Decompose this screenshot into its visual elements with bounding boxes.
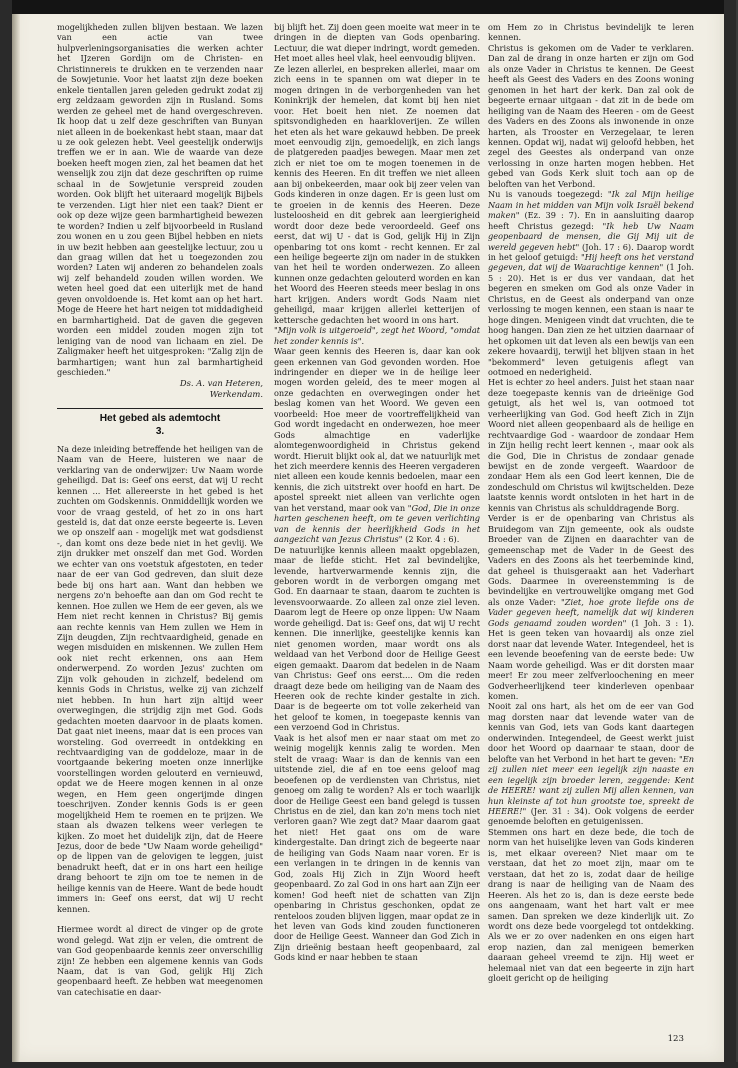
- paragraph: [274, 346, 480, 545]
- left-column: [57, 22, 263, 1022]
- paragraph: Ze lezen allerlei, en bespreken allerlei, maar om zich eens in te spannen om wat dieper in te mogen dringen in de verborgenheden van het Koninkrijk der hemelen, dat komt bij hen niet voor. Het boeit hen niet. Ze noemen dat spitsvondigheden en haarkloverijen. Ze willen het eten als het ware gekauwd hebben. De preek moet eenvoudig zijn, gemoedelijk, en zich langs de platgereden paadjes bewegen. Maar men zet zich er niet toe om te mogen toenemen in de kennis des Heeren. En dit treffen we niet alleen aan bij onbekeerden, maar ook bij zeer velen van Gods kinderen in onze dagen. Er is geen lust om te groeien in de kennis des Heeren. Deze lusteloosheid en dit gebrek aan leergierigheid wordt door deze bede veroordeeld. Geef ons eerst, dat wij U - dat is God, gelijk Hij in Zijn openbaring tot ons komt - recht kennen. Er zal een heilige begeerte zijn om nader in de stukken van het heil te worden onderwezen. Zo alleen kunnen onze gedachten gelouterd worden en kan het Woord des Heeren steeds meer beslag in ons hart krijgen. Anders wordt Gods Naam niet geheiligd, maar krijgen allerlei ketterijen of kettersche gedachten het woord in ons hart.: [274, 63, 480, 325]
- paragraph: [488, 513, 694, 701]
- article-title: Het gebed als ademtocht: [99, 413, 221, 425]
- page-binding-edge: [12, 14, 20, 1062]
- section-divider: [57, 408, 263, 409]
- right-column: [488, 22, 694, 1022]
- author-name: Ds. A. van Heteren,: [179, 378, 263, 389]
- paragraph: [488, 189, 694, 377]
- magazine-page: [12, 0, 724, 1062]
- paragraph: Christus is gekomen om de Vader te verklaren. Dan zal de drang in onze harten er zijn om God als onze Vader in Christus te kennen. De Geest heeft als Geest des Vaders en des Zoons woning genomen in het hart der kerk. Dan zal ook de begeerte ernaar uitgaan - dat zit in de bede om heiliging van de Naam des Heeren - om de Geest des Vaders en des Zoons als inwonende in onze harten, als Trooster en Verzegelaar, te leren kennen. Opdat wij, nadat wij geloofd hebben, het zegel des Geestes als onderpand van onze verlossing in onze harten mogen hebben. Het gebed van Gods Kerk sluit toch aan op de beloften van het Verbond.: [488, 42, 694, 189]
- middle-column: [274, 22, 480, 1022]
- quote-text: "Ziet, hoe grote liefde ons de Vader gegeven heeft, namelijk dat wij kinderen Gods genaamd zouden worden": [488, 596, 694, 628]
- quote-text: "Ik zal Mijn heilige Naam in het midden van Mijn volk Israël bekend maken": [488, 189, 694, 221]
- paragraph: Het is echter zo heel anders. Juist het staan naar deze toegepaste kennis van de drieënige God getuigt, als het wel is, van ootmoed tot verheerlijking van God. God heeft Zich in Zijn Woord niet alleen geopenbaard als de heilige en rechtvaardige God - waardoor de zondaar Hem in Zijn heilig recht leert kennen -, maar ook als die God, Die in Christus de zondaar genade bewijst en de zonde vergeeft. Waardoor de zondaar Hem als een God leert kennen, Die de zondeschuld om Christus wil kwijtschelden. Deze laatste kennis wordt ontsloten in het hart in de kennis van Christus als schulddragende Borg.: [488, 377, 694, 513]
- paragraph-text: (Jer. 31 : 34). Ook volgens de eerder genoemde beloften en getuigenissen.: [488, 805, 694, 827]
- paragraph: De natuurlijke kennis alleen maakt opgeblazen, maar de liefde sticht. Het zal bevindelijke, levende, hartverwarmende kennis zijn, die geboren wordt in de verborgen omgang met God. En daarnaar te staan, daarom te zuchten is levensvoorwaarde. Zo alleen zal onze ziel leven. Daarom legt de Heere op onze lippen: Uw Naam worde geheiligd. Dat is: Geef ons, dat wij U recht kennen. Die innerlijke, geestelijke kennis kan niet genomen worden, maar wordt ons als weldaad van het Verbond door de Heilige Geest eigen gemaakt. Daarom dat bedelen in de Naam van Christus: Geef ons eerst.... Om die reden draagt deze bede om heiliging van de Naam des Heeren ook de rechte kinder gestalte in zich. Daar is de begeerte om tot volle zekerheid van het geloof te komen, in toegepaste kennis van een verzoend God in Christus.: [274, 544, 480, 733]
- paragraph-text: Waar geen kennis des Heeren is, daar kan ook geen erkennen van God gevonden worden. Hoe indringender en dieper we in de heilige leer mogen worden geleid, des te meer mogen al onze gedachten en overwegingen onder het beslag komen van het Woord. We geven een voorbeeld: Hoe meer de voortreffelijkheid van God wordt ingedacht en onderwezen, hoe meer Gods almachtige en vaderlijke alomtegenwoordigheid in Christus gekend wordt. Hieruit blijkt ook al, dat we natuurlijk met het zich meerdere kennis des Heeren vergaderen niet alleen een koude kennis bedoelen, maar een kennis, die zich uitstrekt over hoofd en hart. De apostel spreekt niet alleen van verlichte ogen van het verstand, maar ook van: [274, 346, 480, 513]
- scripture-reference: (Ez. 39 : 7). En in aansluiting daarop heeft Christus gezegd:: [488, 210, 694, 231]
- paragraph: [488, 701, 694, 826]
- paragraph: Stemmen ons hart en deze bede, die toch de norm van het huiselijke leven van Gods kinderen is, met elkaar overeen? Niet maar om te verstaan, dat het zo moet zijn, maar om te verstaan, dat het zo is, zodat daar de heilige drang is naar de heiliging van de Naam des Heeren. Als het zo is, dan is deze eerste bede ons aangenaam, want het hart valt er mee samen. Dan spreken we deze kinderlijk uit. Zo wordt ons deze bede voorgelegd tot ontdekking. Als we er zo over nadenken en ons eigen hart erop nazien, dan zal menigeen bemerken daaraan geheel vreemd te zijn. Hij weet er helemaal niet van dat een begeerte in zijn hart gloeit gericht op de heiliging: [488, 826, 694, 984]
- paragraph: bij blijft het. Zij doen geen moeite wat meer in te dringen in de diepten van Gods openbaring. Lectuur, die wat dieper indringt, wordt gemeden. Het moet alles heel vlak, heel eenvoudig blijven.: [274, 22, 480, 64]
- page-number: 123: [667, 1034, 684, 1044]
- quote-text: "God, Die in onze harten geschenen heeft, om te geven verlichting van de kennis der heerlijkheid Gods in het aangezicht van Jezus Christus": [274, 502, 480, 545]
- scripture-reference: (Joh. 17 : 6). Daarop wordt in het geloof getuigd:: [488, 241, 694, 262]
- article-part-number: 3.: [155, 425, 165, 437]
- paragraph: om Hem zo in Christus bevindelijk te leren kennen.: [488, 22, 694, 43]
- scripture-reference: (2 Kor. 4 : 6).: [405, 534, 460, 545]
- paragraph-text: (1 Joh. 5 : 20). Het is er dus ver vandaan, dat het begeren en smeken om God als onze Vader in Christus, en de Geest als onderpand van onze verlossing te mogen kennen, een staan is naar te hoge dingen. Menigeen vindt dat vruchten, die te hoog hangen. Dan zien ze het uitzien daarnaar of het opkomen uit dat leven als een bewijs van een zekere hovaardij, terwijl het blijven staan in het "bekommerd" leven getuigenis aflegt van ootmoed en nederigheid.: [488, 262, 694, 377]
- author-place: Werkendam.: [209, 389, 263, 400]
- paragraph: Hiermee wordt al direct de vinger op de grote wond gelegd. Wat zijn er velen, die omtrent de van God geopenbaarde kennis zeer onverschillig zijn! Ze hebben een algemene kennis van Gods Naam, dat is van God, gelijk Hij Zich geopenbaard heeft. Ze hebben wat meegenomen van catechisatie en daar-: [57, 924, 263, 997]
- scan-top-border: [12, 0, 724, 14]
- paragraph-text: Nu is vanouds toegezegd:: [488, 189, 603, 200]
- quote-text: "Hij heeft ons het verstand gegeven, dat wij de Waarachtige kennen": [488, 251, 694, 273]
- paragraph-text: Verder is er de openbaring van Christus als Bruidegom van Zijn gemeente, ook als oudste Broeder van de Zijnen en daarachter van de gemeenschap met de Vader in de Geest des Vaders en des Zoons als het teerbeminde kind, dat geheel is thuisgeraakt aan het Vaderhart Gods. Daarmee in overeenstemming is de bevindelijke en vertrouwelijke omgang met God als onze Vader:: [488, 513, 694, 607]
- paragraph: Na deze inleiding betreffende het heiligen van de Naam van de Heere, luisteren we naar de verklaring van de onderwijzer: Uw Naam worde geheiligd. Dat is: Geef ons eerst, dat wij U recht kennen ... Het allereerste in het gebed is het zuchten om Godskennis. Onmiddellijk worden we voor de vraag gesteld, of het zo in ons hart gesteld is, dat dat onze eerste begeerte is. Leven we op onszelf aan - mogelijk met wat godsdienst -, dan komt ons deze bede niet in het gevlij. We zijn drukker met onszelf dan met God. Worden we echter van ons voetstuk afgestoten, en teder naar de eer van God gedreven, dan sluit deze bede bij ons hart aan. Want dan hebben we nergens zo'n behoefte aan dan om God recht te kennen. Hoe zullen we Hem de eer geven, als we Hem niet recht kennen in Christus? Bij gemis aan rechte kennis van Hem zullen we Hem in Zijn deugden, Zijn rechtvaardigheid, genade en wegen misduiden en miskennen. We zullen Hem ook niet recht erkennen, ons aan Hem onderwerpend. Zo worden Jezus' zuchten om Zijn volk gehouden in zichzelf, bedelend om kennis Gods in Christus, welke zij van zichzelf niet hebben. In hun hart zijn altijd weer overwegingen, die strijdig zijn met God. Gods gedachten moeten daarvoor in de plaats komen. Dat gaat niet ineens, maar dat is een proces van worsteling. God overreedt in ontdekking en rechtvaardiging van de goddeloze, maar in de voortgaande bekering moeten onze innerlijke voorstellingen worden gelouterd en vernieuwd, opdat we de Heere mogen kennen in al onze wegen, en Hem geen ongerijmde dingen toeschrijven. Zonder kennis Gods is er geen mogelijkheid Hem te roemen en te prijzen. We staan als dwazen telkens weer verlegen te kijken. Zo moet het duidelijk zijn, dat de Heere Jezus, door de bede "Uw Naam worde geheiligd" op de lippen van de gelovigen te leggen, juist benadrukt heeft, dat er in ons hart een heilige drang behoort te zijn om toe te nemen in de heilige kennis van de Heere. Want de bede houdt immers in: Geef ons eerst, dat wij U recht kennen.: [57, 443, 263, 914]
- previous-article-continuation: mogelijkheden zullen blijven bestaan. We lazen van een actie van twee hulpverleningsorganisaties die werken achter het IJzeren Gordijn om de Christen- en Christinnereis te drukken en te verzenden naar de Sowjetunie. Voor het laatst zijn deze boeken enkele tientallen jaren geleden gedrukt zodat zij erg zeldzaam geworden zijn in Rusland. Soms werden ze geheel met de hand overgeschreven. Ik hoop dat u zelf deze geschriften van Bunyan niet alleen in de boekenkast hebt staan, maar dat u ze ook gelezen hebt. Veel geestelijk onderwijs treffen we er in aan. Wie de waarde van deze boeken heeft mogen zien, zal het beamen dat het wenselijk zou zijn dat deze geschriften op ruime schaal in de Sowjetunie verspreid zouden worden. Ook blijft het uiteraard mogelijk Bijbels te verzenden. Ligt hier niet een taak? Dient er ook op deze wijze geen barmhartigheid bewezen te worden? Indien u zelf bijvoorbeeld in Rusland zou wonen en u zou geen Bijbel hebben en niets in uw bezit hebben aan geestelijke lectuur, zou u dan graag willen dat het u toegezonden zou worden? Laten wij anderen zo behandelen zoals wij zelf behandeld zouden willen worden. We weten heel goed dat een uiterlijk met de hand geven onvoldoende is. Het komt aan op het hart. Moge de Heere het hart neigen tot middadigheid en barmhartigheid. Dat de gaven die gegeven worden een middel zouden mogen zijn tot leniging van de nood van lichaam en ziel. De Zaligmaker heeft het uitgesproken: "Zalig zijn de barmhartigen; want hun zal barmhartigheid geschieden.": [57, 22, 263, 377]
- quote-text: "Mijn volk is uitgeroeid", zegt het Woord, "omdat het zonder kennis is".: [274, 325, 480, 346]
- quote-text: "En zij zullen niet meer een iegelijk zijn naaste en een iegelijk zijn broeder leren, zeggende: Kent de HEERE! want zij zullen Mij allen kennen, van hun kleinste af tot hun grootste toe, spreekt de HEERE!": [488, 753, 694, 816]
- author-signature: [57, 378, 263, 400]
- paragraph-text: Nooit zal ons hart, als het om de eer van God mag dorsten naar dat levende water van de kennis van God, iets van Gods kant daartegen onderwinden. Integendeel, de Geest werkt juist door het Woord op daarnaar te staan, door de belofte van het Verbond in het hart te geven:: [488, 701, 694, 764]
- quote-text: "Ik heb Uw Naam geopenbaard de mensen, die Gij Mij uit de wereld gegeven hebt": [488, 220, 694, 252]
- paragraph-text: (1 Joh. 3 : 1). Het is geen teken van hovaardij als onze ziel dorst naar dat levende Water. Integendeel, het is een levende beoefening van de eerste bede: Uw Naam worde geheiligd. Was er dit dorsten maar meer! Er zou meer zelfverloochening en meer Godverheerlijkend teer kinderleven openbaar komen.: [488, 617, 694, 701]
- scripture-quote: [274, 325, 480, 346]
- paragraph: Vaak is het alsof men er naar staat om met zo weinig mogelijk kennis zalig te worden. Men stelt de vraag: Waar is dan de kennis van een uitstende ziel, die af en toe eens geloof mag beoefenen op de verdiensten van Christus, niet genoeg om zalig te worden? Als er toch waarlijk door de Heilige Geest een band gelegd is tussen Christus en de ziel, dan kan zo'n mens toch niet verloren gaan? Wie zegt dat? Maar daarom gaat het niet! Het gaat ons om de ware kindergestalte. Dan dringt zich de begeerte naar de heiliging van Gods Naam naar voren. Er is een verlangen in te dringen in de kennis van God, zoals Hij Zich in Zijn Woord heeft geopenbaard. Zo zal God in ons hart aan Zijn eer komen! God heeft niet de schatten van Zijn openbaring in Christus geschonken, opdat ze renteloos zouden blijven liggen, maar opdat ze in het leven van Gods kind zouden functioneren door de Heilige Geest. Wanneer dan God Zich in Zijn drieënig bestaan heeft geopenbaard, zal Gods kind er naar hebben te staan: [274, 732, 480, 963]
